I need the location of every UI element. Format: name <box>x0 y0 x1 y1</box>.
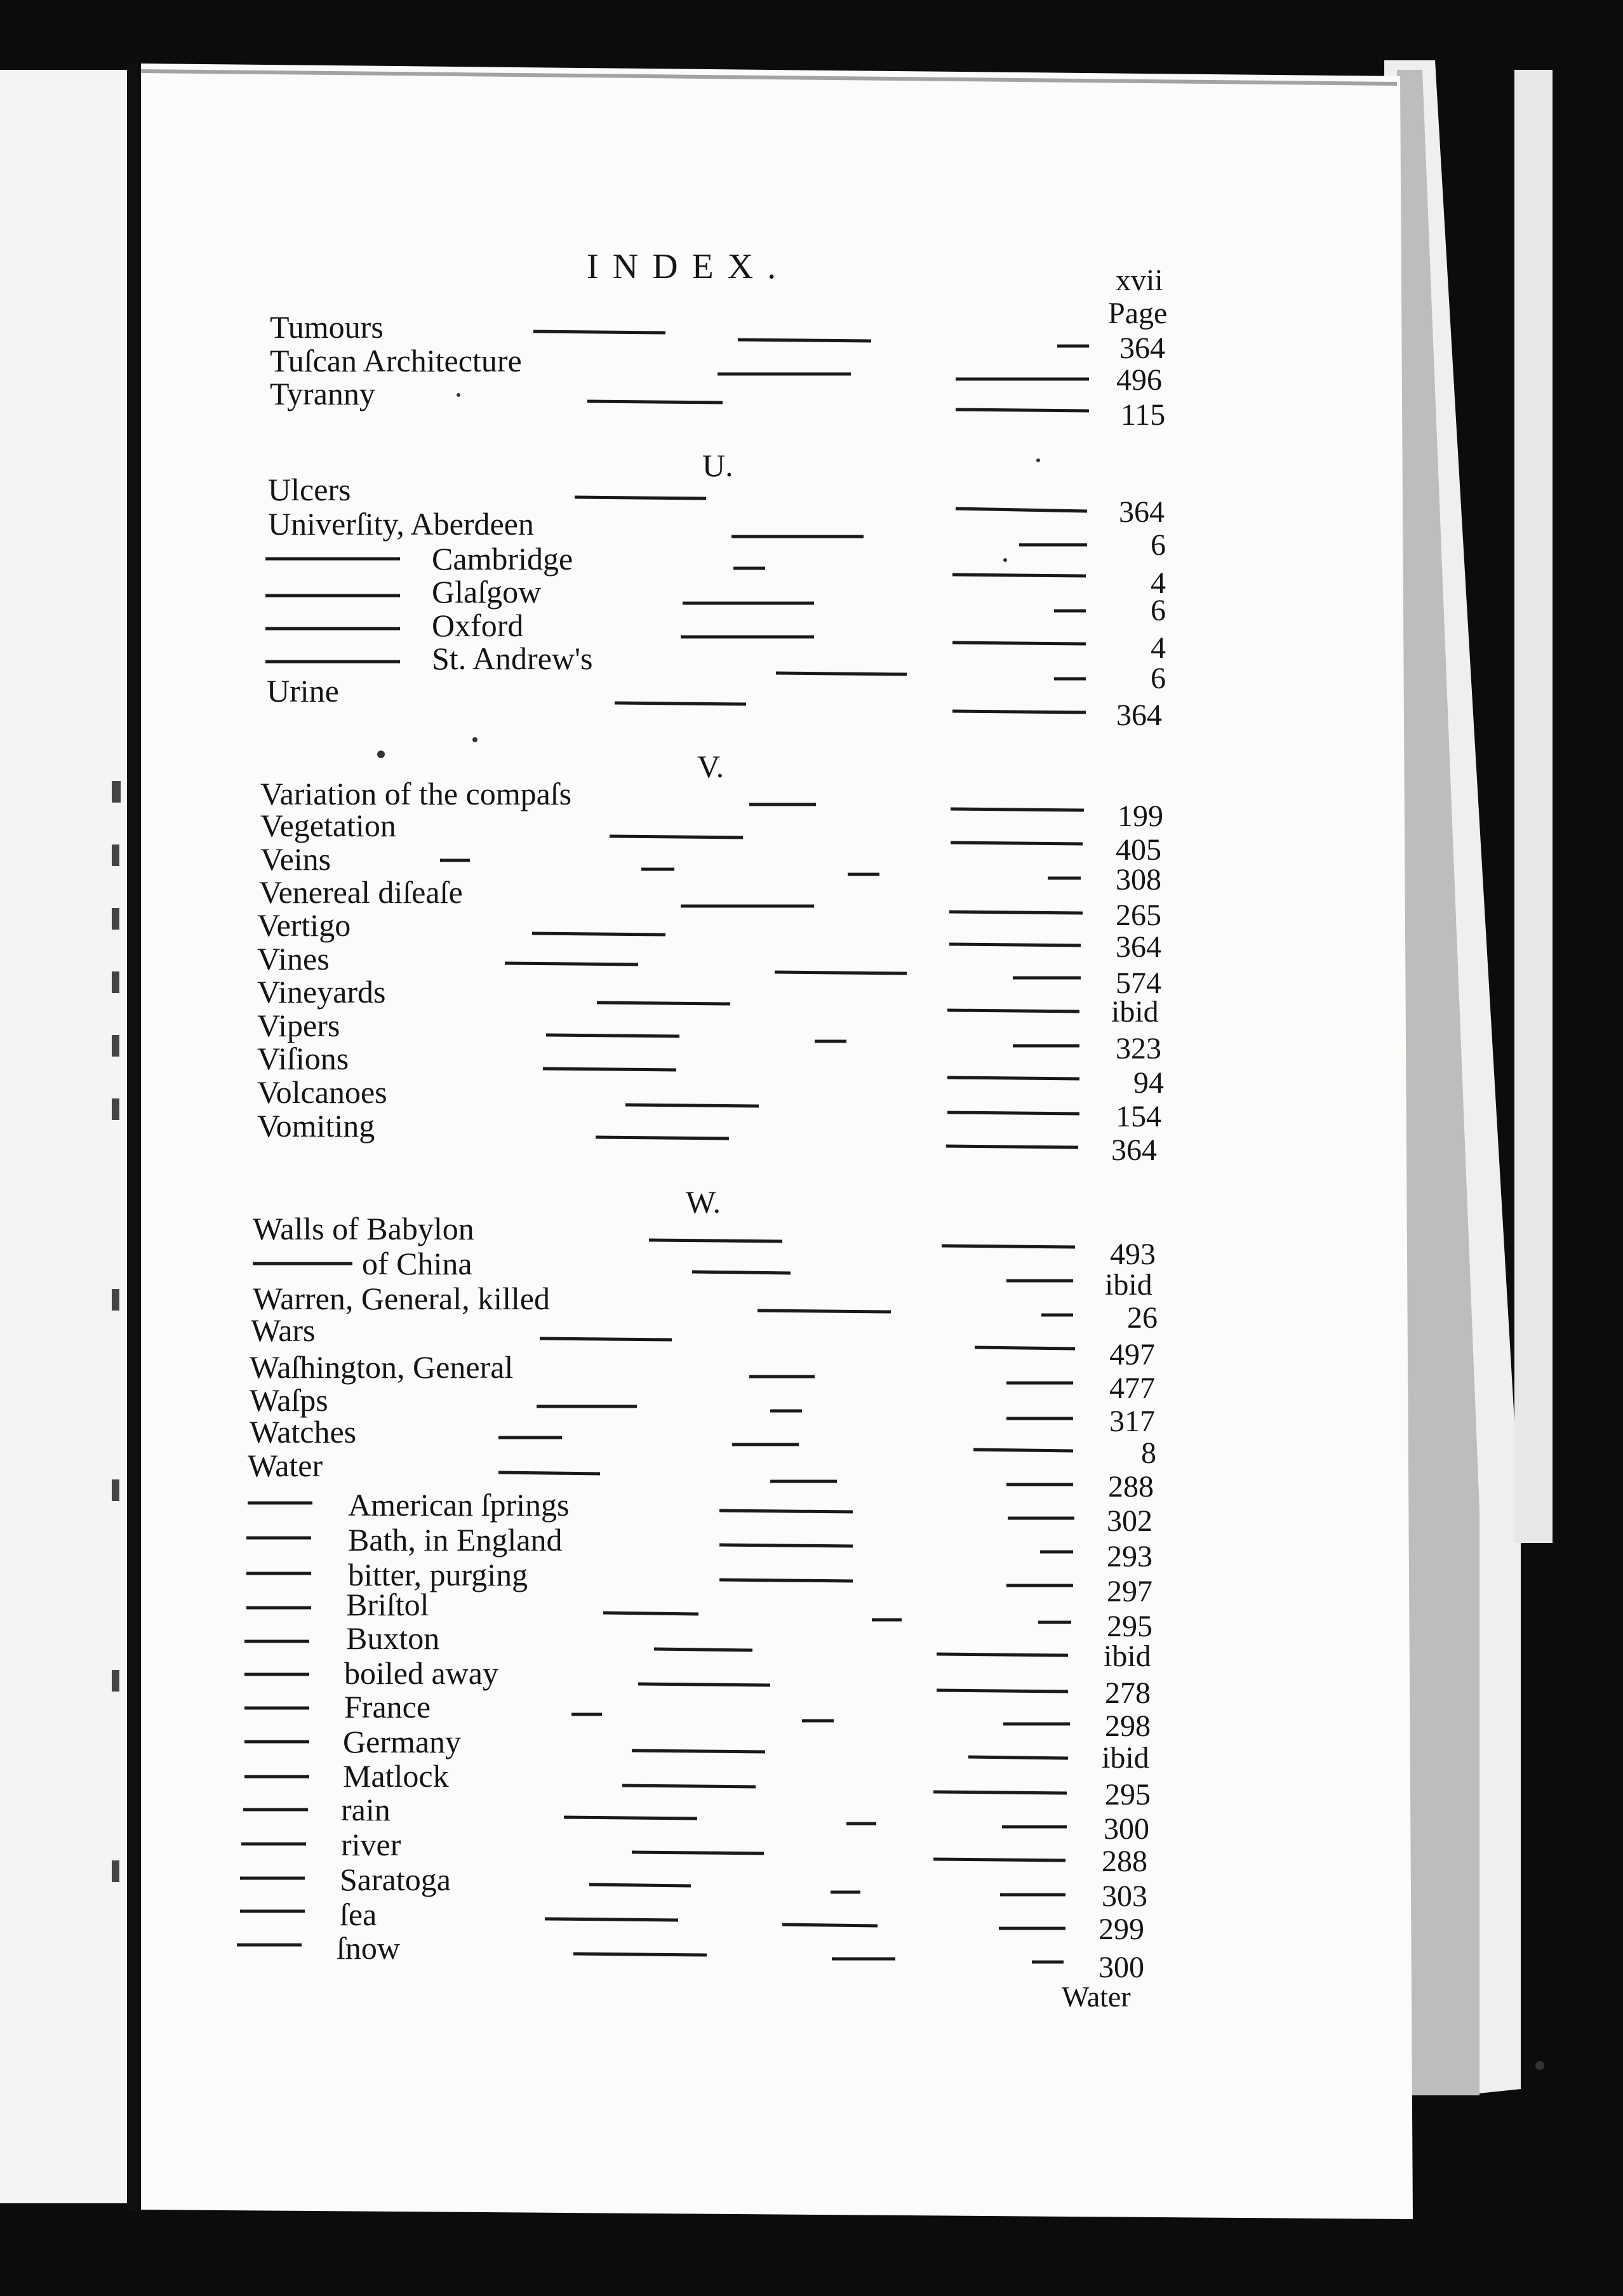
index-entry-page: 364 <box>1111 1133 1157 1167</box>
index-entry-term: France <box>344 1689 431 1725</box>
index-entry-term: river <box>341 1827 401 1862</box>
index-entry-term: Water <box>248 1448 323 1483</box>
index-entry-page: ibid <box>1111 995 1159 1029</box>
index-entry-term: Bath, in England <box>348 1522 563 1558</box>
section-letter: V. <box>697 749 725 784</box>
index-entry-term: Waſps <box>250 1382 328 1418</box>
index-entry-page: 298 <box>1105 1709 1151 1743</box>
index-entry-page: 303 <box>1102 1879 1147 1913</box>
index-entry-term: Volcanoes <box>257 1074 387 1110</box>
index-entry-page: 295 <box>1107 1610 1152 1643</box>
index-entry-page: 323 <box>1116 1032 1161 1065</box>
index-entry-page: 199 <box>1118 799 1163 833</box>
index-entry-page: 265 <box>1116 898 1161 932</box>
index-entry-page: 477 <box>1109 1372 1155 1405</box>
catchword: Water <box>1062 1980 1131 2013</box>
index-entry-term: rain <box>341 1792 391 1827</box>
index-entry-page: 302 <box>1107 1504 1152 1538</box>
index-entry-page: ibid <box>1105 1268 1152 1302</box>
page-number: xvii <box>1116 264 1163 297</box>
index-entry-page: 4 <box>1151 631 1166 665</box>
index-entry-term: ſea <box>340 1897 377 1932</box>
index-entry-page: 364 <box>1116 930 1161 964</box>
index-entry-term: Oxford <box>432 608 524 643</box>
index-entry-term: ſnow <box>337 1930 400 1966</box>
index-entry-term: Matlock <box>343 1758 449 1794</box>
index-entry-term: St. Andrew's <box>432 641 593 676</box>
index-entry-page: 297 <box>1107 1575 1152 1608</box>
index-entry-term: Viſions <box>257 1041 349 1076</box>
index-entry-page: 317 <box>1109 1405 1155 1438</box>
index-title: INDEX. <box>587 247 791 286</box>
index-entry-page: 405 <box>1116 833 1161 867</box>
index-entry-term: Univerſity, Aberdeen <box>268 506 534 542</box>
index-entry-term: Wars <box>251 1312 316 1348</box>
index-entry-page: 493 <box>1110 1238 1156 1271</box>
index-entry-term: Vineyards <box>257 974 386 1010</box>
index-entry-term: Vegetation <box>260 808 396 843</box>
index-entry-page: 6 <box>1151 594 1166 627</box>
index-entry-page: 154 <box>1116 1100 1161 1133</box>
page-column-label: Page <box>1108 297 1168 330</box>
index-entry-term: Buxton <box>346 1620 440 1656</box>
section-letter: W. <box>686 1184 721 1220</box>
index-entry-page: ibid <box>1104 1639 1151 1673</box>
index-entry-page: 295 <box>1105 1778 1151 1812</box>
index-entry-term: Urine <box>267 673 339 709</box>
index-entry-page: 364 <box>1119 495 1165 529</box>
index-entry-term: Waſhington, General <box>250 1349 514 1385</box>
index-entry-page: 288 <box>1108 1470 1154 1504</box>
index-entry-page: 574 <box>1116 966 1161 1000</box>
index-entry-term: Cambridge <box>432 541 573 577</box>
index-entry-page: 299 <box>1099 1912 1144 1946</box>
index-entry-term: boiled away <box>344 1655 498 1691</box>
index-entry-term: American ſprings <box>348 1487 570 1523</box>
index-entry-term: Vertigo <box>257 907 351 943</box>
index-entry-term: Ulcers <box>268 472 351 507</box>
index-entry-page: 288 <box>1102 1845 1147 1878</box>
index-entry-term: Tumours <box>270 309 384 345</box>
index-entry-term: Tuſcan Architecture <box>270 343 522 378</box>
index-entry-page: 300 <box>1104 1812 1149 1846</box>
index-entry-term: Walls of Babylon <box>253 1211 474 1246</box>
index-entry-page: ibid <box>1102 1741 1149 1775</box>
index-entry-term: of China <box>362 1246 472 1281</box>
index-entry-term: Glaſgow <box>432 574 542 610</box>
index-entry-term: Saratoga <box>340 1862 451 1897</box>
index-entry-page: 4 <box>1151 566 1166 600</box>
index-entry-term: Variation of the compaſs <box>260 776 572 811</box>
index-entry-page: 496 <box>1116 363 1162 397</box>
index-entry-term: Vines <box>257 941 330 977</box>
index-entry-term: bitter, purging <box>348 1557 528 1592</box>
index-entry-page: 364 <box>1119 331 1165 365</box>
index-entry-term: Warren, General, killed <box>253 1281 550 1316</box>
index-entry-term: Watches <box>250 1414 357 1450</box>
index-entry-term: Tyranny <box>270 376 375 411</box>
index-entry-term: Venereal diſeaſe <box>259 874 463 910</box>
index-entry-page: 278 <box>1105 1676 1151 1710</box>
index-entry-term: Vomiting <box>257 1108 375 1144</box>
index-entry-term: Veins <box>260 841 331 877</box>
index-entry-term: Briſtol <box>346 1587 429 1622</box>
index-entry-page: 26 <box>1127 1301 1158 1335</box>
index-entry-term: Germany <box>343 1724 462 1759</box>
index-entry-term: Vipers <box>257 1008 340 1043</box>
index-entry-page: 308 <box>1116 863 1161 897</box>
index-entry-page: 497 <box>1109 1338 1155 1372</box>
index-entry-page: 94 <box>1133 1066 1164 1100</box>
section-letter: U. <box>702 448 733 483</box>
index-entry-page: 6 <box>1151 528 1166 562</box>
index-entry-page: 300 <box>1099 1951 1144 1984</box>
index-entry-page: 115 <box>1121 398 1166 432</box>
index-entry-page: 6 <box>1151 662 1166 695</box>
index-entry-page: 293 <box>1107 1540 1152 1573</box>
index-entry-page: 8 <box>1141 1436 1156 1470</box>
index-entry-page: 364 <box>1116 698 1162 732</box>
